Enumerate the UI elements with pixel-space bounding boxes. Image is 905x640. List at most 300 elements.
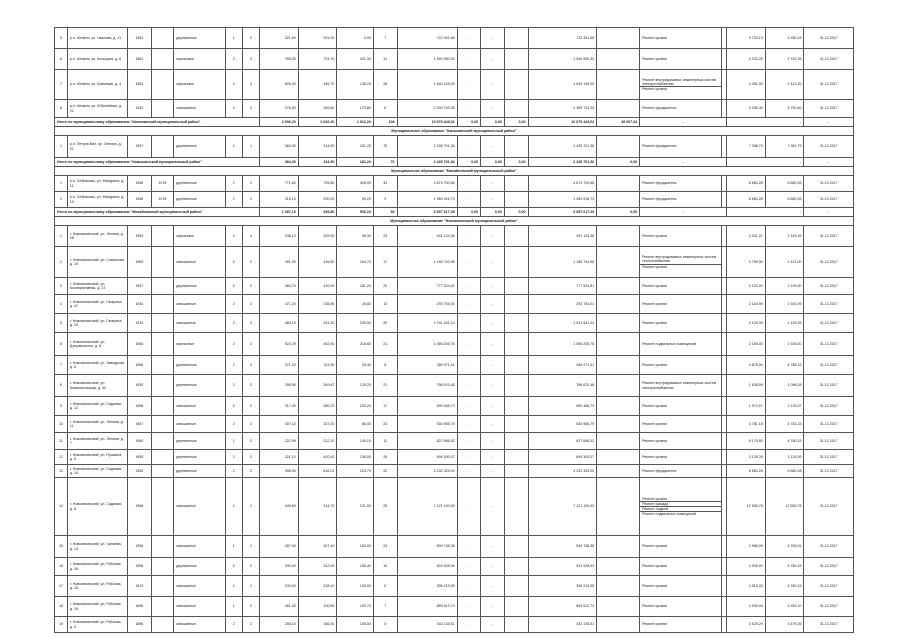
table-cell: 1958	[128, 176, 152, 192]
table-cell: 524 928,94	[397, 558, 457, 576]
section-title: Муниципальное образование "Новоаннинский муниципальный район"	[55, 217, 854, 226]
table-cell: 18	[55, 597, 68, 617]
table-cell: р.п. Себряково, ул. Мичурина, д. 11	[67, 176, 127, 192]
table-cell: -	[481, 192, 505, 208]
table-cell	[151, 356, 174, 375]
table-cell: 349,87	[298, 375, 337, 397]
table-cell: 2	[225, 617, 242, 633]
table-cell: -	[457, 397, 481, 416]
table-cell: деревянные	[174, 278, 226, 295]
total-cell: 108	[373, 118, 397, 127]
table-cell: 307,10	[260, 416, 299, 433]
table-row	[55, 597, 854, 617]
table-cell	[597, 576, 640, 597]
table-cell: 3 479,26	[765, 617, 804, 633]
table-cell: 31.12.2017	[804, 226, 854, 247]
total-cell: 6 657 617,39	[528, 208, 597, 217]
table-cell: 31.12.2017	[804, 333, 854, 356]
table-cell: 4 933,10	[765, 597, 804, 617]
table-cell: 2	[242, 433, 259, 450]
table-cell: 2 133,97	[765, 397, 804, 416]
table-cell: 2	[242, 295, 259, 314]
total-cell: 1 087,10	[260, 208, 299, 217]
table-cell: 461,00	[260, 597, 299, 617]
table-cell: 2	[225, 100, 242, 118]
table-cell: 240,00	[260, 576, 299, 597]
table-cell: 491,90	[260, 247, 299, 278]
table-cell: 416,50	[298, 247, 337, 278]
table-cell: 2	[225, 450, 242, 465]
table-cell: деревянные	[174, 28, 226, 49]
table-cell: 4 788,15	[765, 356, 804, 375]
table-cell: 315,10	[260, 192, 299, 208]
table-cell: 2	[225, 49, 242, 70]
table-cell: -	[457, 333, 481, 356]
table-cell	[597, 416, 640, 433]
table-cell	[597, 558, 640, 576]
table-cell: 3	[55, 278, 68, 295]
table-row	[55, 576, 854, 597]
table-cell	[151, 397, 174, 416]
total-cell: 0,00	[504, 158, 528, 167]
table-cell: 2	[242, 617, 259, 633]
table-cell	[151, 333, 174, 356]
table-cell: г. Новоаннинский, ул. Комсомольская, д. 32	[67, 375, 127, 397]
table-row	[55, 397, 854, 416]
table-cell: 100,00	[337, 576, 374, 597]
table-cell: 371,30	[260, 356, 299, 375]
table-cell: 31.12.2017	[804, 100, 854, 118]
table-cell: -	[481, 375, 505, 397]
section-header-row	[55, 167, 854, 176]
table-cell: 398,00	[260, 465, 299, 478]
table-cell: 183,00	[337, 536, 374, 558]
table-cell: 777 524,81	[528, 278, 597, 295]
work-type-item: Ремонт кровли	[640, 264, 721, 269]
table-cell: 383,70	[260, 278, 299, 295]
table-cell: деревянные	[174, 450, 226, 465]
table-cell: 6	[373, 100, 397, 118]
table-cell: смешанные	[174, 416, 226, 433]
table-cell: 705,80	[298, 176, 337, 192]
table-cell	[151, 558, 174, 576]
table-cell: 31.12.2017	[804, 416, 854, 433]
table-cell: 2 149,39	[765, 226, 804, 247]
table-cell: 1 031 541,14	[397, 314, 457, 333]
table-cell: -	[481, 49, 505, 70]
table-cell: 321,10	[260, 450, 299, 465]
table-cell: 17	[373, 247, 397, 278]
total-cell: 0,00	[457, 118, 481, 127]
table-cell	[597, 176, 640, 192]
table-cell	[597, 597, 640, 617]
table-cell: -	[481, 278, 505, 295]
table-cell: Ремонт кровли	[640, 576, 722, 597]
table-cell: 731,70	[298, 49, 337, 70]
table-cell: 256,10	[260, 617, 299, 633]
table-cell	[504, 558, 528, 576]
table-cell: 31.12.2017	[804, 70, 854, 100]
table-cell: -	[481, 450, 505, 465]
table-cell: 2	[225, 278, 242, 295]
table-cell: 2	[242, 465, 259, 478]
table-cell: 420,40	[298, 450, 337, 465]
table-cell	[597, 70, 640, 100]
table-row	[55, 247, 854, 278]
table-cell: Ремонт кровли	[640, 617, 722, 633]
table-cell: 24	[373, 416, 397, 433]
total-cell: 384,30	[260, 158, 299, 167]
table-cell: 2	[242, 558, 259, 576]
table-cell: 90,20	[337, 192, 374, 208]
table-cell: 7	[55, 356, 68, 375]
table-cell: 1965	[128, 333, 152, 356]
table-cell	[504, 176, 528, 192]
table-row	[55, 617, 854, 633]
table-cell: 796 670,48	[397, 375, 457, 397]
table-cell: 181,20	[337, 278, 374, 295]
table-cell: -	[481, 356, 505, 375]
table-cell: 13	[373, 295, 397, 314]
table-cell: 396 215,55	[528, 576, 597, 597]
table-cell: 8	[373, 356, 397, 375]
table-cell	[151, 465, 174, 478]
table-cell: 5 703,13	[727, 28, 766, 49]
table-cell: 16	[55, 558, 68, 576]
table-cell	[597, 333, 640, 356]
table-cell: кирпичные	[174, 226, 226, 247]
table-cell: 19	[55, 617, 68, 633]
document-sheet	[54, 27, 854, 633]
table-cell: 7 121 100,92	[397, 478, 457, 536]
table-cell: -	[457, 617, 481, 633]
table-cell: смешанные	[174, 478, 226, 536]
table-cell: р.п. Иловля, ул. Бахчевая, д. 4	[67, 70, 127, 100]
total-label: Итого по муниципальному образованию "Иловлинский муниципальный район"	[55, 118, 260, 127]
table-cell: 449,60	[260, 478, 299, 536]
total-cell: 2 936,20	[260, 118, 299, 127]
table-cell: 260,20	[298, 397, 337, 416]
total-cell: 10 675 443,02	[397, 118, 457, 127]
table-cell: 446,70	[298, 70, 337, 100]
table-cell: 10	[373, 558, 397, 576]
table-cell: 4 673 700,66	[528, 176, 597, 192]
table-cell	[640, 247, 722, 278]
table-cell: -	[457, 558, 481, 576]
table-cell: 321,60	[260, 28, 299, 49]
table-cell: 1965	[128, 247, 152, 278]
table-cell: 7	[373, 597, 397, 617]
total-cell: -	[804, 118, 854, 127]
table-cell	[504, 70, 528, 100]
table-cell: р.п. Себряково, ул. Мичурина, д. 10	[67, 192, 127, 208]
table-cell: 827 666,52	[397, 433, 457, 450]
table-cell: -	[481, 558, 505, 576]
table-cell	[504, 397, 528, 416]
table-cell: 2 742,26	[765, 49, 804, 70]
table-cell	[151, 314, 174, 333]
table-cell: 21	[373, 375, 397, 397]
table-cell: 2	[242, 416, 259, 433]
table-row	[55, 278, 854, 295]
table-cell: 7	[373, 28, 397, 49]
table-cell: -	[457, 176, 481, 192]
table-cell: 2	[225, 576, 242, 597]
table-cell: Ремонт кровли	[640, 314, 722, 333]
table-cell	[151, 536, 174, 558]
table-cell: 2	[242, 176, 259, 192]
table-cell: 2 341,21	[727, 226, 766, 247]
table-cell: 480,10	[260, 314, 299, 333]
table-cell: 138,20	[337, 70, 374, 100]
total-row	[55, 158, 854, 167]
table-cell	[151, 247, 174, 278]
table-cell: 2	[242, 597, 259, 617]
table-cell: 314,90	[298, 136, 337, 158]
table-cell: 3 129,39	[765, 450, 804, 465]
table-cell: 2	[242, 450, 259, 465]
table-cell: 1 972,57	[727, 397, 766, 416]
table-cell: 796 670,48	[528, 375, 597, 397]
table-cell: 131,00	[337, 478, 374, 536]
total-cell: -	[804, 158, 854, 167]
table-cell	[597, 136, 640, 158]
table-cell: г. Новоаннинский, ул. Заводская, д. 6	[67, 356, 127, 375]
table-row	[55, 450, 854, 465]
work-type-item: Ремонт лоджий	[640, 506, 721, 511]
table-cell: 1 983 916,73	[397, 192, 457, 208]
table-row	[55, 226, 854, 247]
table-cell: -	[457, 49, 481, 70]
table-cell: 4 451,00	[727, 70, 766, 100]
table-cell: 2 435 701,36	[397, 136, 457, 158]
table-cell: 2 103,00	[727, 278, 766, 295]
table-cell: г. Новоаннинский, ул. Рабочая, д. 15	[67, 576, 127, 597]
table-cell: 2	[225, 478, 242, 536]
table-cell	[151, 617, 174, 633]
table-cell: 31.12.2017	[804, 49, 854, 70]
table-row	[55, 478, 854, 536]
table-cell: 590 468,73	[528, 397, 597, 416]
table-row	[55, 49, 854, 70]
table-cell: -	[481, 433, 505, 450]
table-cell: 1957	[128, 278, 152, 295]
table-cell: 2	[225, 136, 242, 158]
table-cell	[504, 536, 528, 558]
table-cell: г. Новоаннинский, ул. Рабочая, д. 5	[67, 617, 127, 633]
table-cell	[151, 450, 174, 465]
table-cell	[597, 356, 640, 375]
table-cell: 2 309 743,35	[397, 100, 457, 118]
table-cell	[151, 49, 174, 70]
table-cell: 431,30	[298, 314, 337, 333]
total-row	[55, 118, 854, 127]
table-cell: Ремонт фундамента	[640, 192, 722, 208]
table-cell: 6 660,28	[727, 192, 766, 208]
table-cell: 1955	[128, 465, 152, 478]
table-cell: деревянные	[174, 558, 226, 576]
table-cell	[597, 465, 640, 478]
table-cell: 1956	[128, 558, 152, 576]
table-cell	[504, 450, 528, 465]
total-cell: 0,00	[481, 118, 505, 127]
table-cell: смешанные	[174, 295, 226, 314]
table-cell: -	[457, 100, 481, 118]
table-cell: 599 738,38	[397, 536, 457, 558]
total-cell: 1 012,20	[337, 118, 374, 127]
work-type-item: Ремонт фасада	[640, 501, 721, 506]
total-row	[55, 208, 854, 217]
table-cell: 4 232 325,00	[528, 465, 597, 478]
table-cell: 395,95	[260, 375, 299, 397]
table-cell: -	[481, 416, 505, 433]
table-cell: 1963	[128, 70, 152, 100]
table-cell	[597, 226, 640, 247]
table-cell: Ремонт фундамента	[640, 136, 722, 158]
table-cell: г. Новоаннинский, ул. Ленина, д. 28	[67, 226, 127, 247]
table-row	[55, 333, 854, 356]
table-cell	[504, 465, 528, 478]
table-cell: 31.12.2017	[804, 597, 854, 617]
table-cell: 4 780,15	[765, 558, 804, 576]
table-cell: 1	[55, 226, 68, 247]
table-cell	[504, 28, 528, 49]
table-cell: 136,00	[337, 450, 374, 465]
table-cell: 626,00	[260, 70, 299, 100]
table-cell	[504, 136, 528, 158]
table-cell: г. Новоаннинский, ул. Ленина, д. 11	[67, 416, 127, 433]
table-cell	[504, 375, 528, 397]
table-row	[55, 416, 854, 433]
table-cell: смешанные	[174, 597, 226, 617]
table-cell: 2 129,39	[765, 314, 804, 333]
table-cell: -	[457, 356, 481, 375]
table-cell: 785,00	[260, 49, 299, 70]
table-cell: 4 780,15	[765, 433, 804, 450]
table-cell: -	[481, 576, 505, 597]
table-row	[55, 136, 854, 158]
table-cell: -	[481, 247, 505, 278]
table-cell: р.п. Иловля, ул. Кольцова, д. 6	[67, 49, 127, 70]
total-cell: 314,90	[298, 158, 337, 167]
table-cell: 5	[373, 617, 397, 633]
table-cell: 1958	[128, 397, 152, 416]
table-cell: р.п. Петров Вал, ул. Ленина, д. 21	[67, 136, 127, 158]
section-header-row	[55, 217, 854, 226]
table-cell: Ремонт фундамента	[640, 176, 722, 192]
table-cell: 17	[55, 576, 68, 597]
table-cell: 530 965,79	[528, 416, 597, 433]
table-cell: 21	[373, 333, 397, 356]
table-cell: 1958	[128, 192, 152, 208]
table-cell: 312,00	[298, 558, 337, 576]
table-cell: Ремонт кровли	[640, 433, 722, 450]
table-cell: -	[457, 597, 481, 617]
table-cell: 15	[55, 536, 68, 558]
table-cell: 2	[242, 333, 259, 356]
table-cell: 11	[373, 433, 397, 450]
table-cell: 2	[225, 397, 242, 416]
table-cell: 1957	[128, 416, 152, 433]
table-cell: 66,00	[337, 416, 374, 433]
table-cell	[504, 597, 528, 617]
table-cell: 31.12.2017	[804, 247, 854, 278]
table-cell: 3 129,39	[727, 450, 766, 465]
table-cell: -	[481, 100, 505, 118]
table-cell: 2	[242, 397, 259, 416]
table-cell: -	[457, 136, 481, 158]
total-cell: 0,00	[597, 158, 640, 167]
table-cell: 616,01	[298, 465, 337, 478]
table-cell: 4 780,15	[765, 576, 804, 597]
table-cell: 31.12.2017	[804, 576, 854, 597]
table-cell: смешанные	[174, 576, 226, 597]
table-cell: 1956	[128, 536, 152, 558]
table-cell: -	[457, 375, 481, 397]
table-cell: 1	[225, 597, 242, 617]
table-cell: Ремонт фундамента	[640, 465, 722, 478]
table-cell: 1 540 950,30	[528, 49, 597, 70]
table-cell: -	[481, 597, 505, 617]
table-cell: 6 660,28	[765, 192, 804, 208]
table-cell: 307,40	[298, 536, 337, 558]
table-cell	[640, 478, 722, 536]
table-cell: 9	[373, 192, 397, 208]
table-cell	[504, 49, 528, 70]
table-cell: 3 529,29	[727, 617, 766, 633]
table-cell: 6 660,28	[765, 176, 804, 192]
table-cell: 1 540 950,30	[397, 49, 457, 70]
table-cell: Ремонт кровли	[640, 536, 722, 558]
table-cell: 2	[242, 375, 259, 397]
table-cell: 2	[225, 333, 242, 356]
table-cell	[597, 192, 640, 208]
table-cell: -	[481, 478, 505, 536]
table-cell: -	[481, 397, 505, 416]
table-cell: -	[481, 333, 505, 356]
table-cell: Ремонт фундамента	[640, 100, 722, 118]
table-cell: 2	[242, 247, 259, 278]
table-cell: 522,29	[260, 333, 299, 356]
table-cell	[151, 433, 174, 450]
table-cell: -	[481, 465, 505, 478]
table-cell: смешанные	[174, 100, 226, 118]
table-cell: 314,70	[298, 478, 337, 536]
table-cell	[597, 450, 640, 465]
table-cell: г. Новоаннинский, ул. Рабочая, д. 19	[67, 597, 127, 617]
table-cell: 1 185 742,96	[528, 247, 597, 278]
table-cell	[504, 333, 528, 356]
table-cell: -	[481, 226, 505, 247]
table-cell: 31.12.2017	[804, 536, 854, 558]
table-cell: 590 468,73	[397, 397, 457, 416]
total-cell: -	[804, 208, 854, 217]
table-cell: 2 163,99	[765, 295, 804, 314]
table-cell: 31.12.2017	[804, 450, 854, 465]
total-cell: -	[727, 118, 804, 127]
table-cell: 12	[55, 450, 68, 465]
table-cell	[504, 576, 528, 597]
table-row	[55, 536, 854, 558]
table-cell	[597, 247, 640, 278]
table-cell: -	[457, 433, 481, 450]
table-cell: 70	[373, 136, 397, 158]
table-cell: 100,80	[298, 597, 337, 617]
table-cell: -	[457, 28, 481, 49]
table-cell: 1	[225, 28, 242, 49]
table-cell: г. Новоаннинский, ул. Гагарина, д. 47	[67, 295, 127, 314]
total-cell: 0,00	[457, 158, 481, 167]
